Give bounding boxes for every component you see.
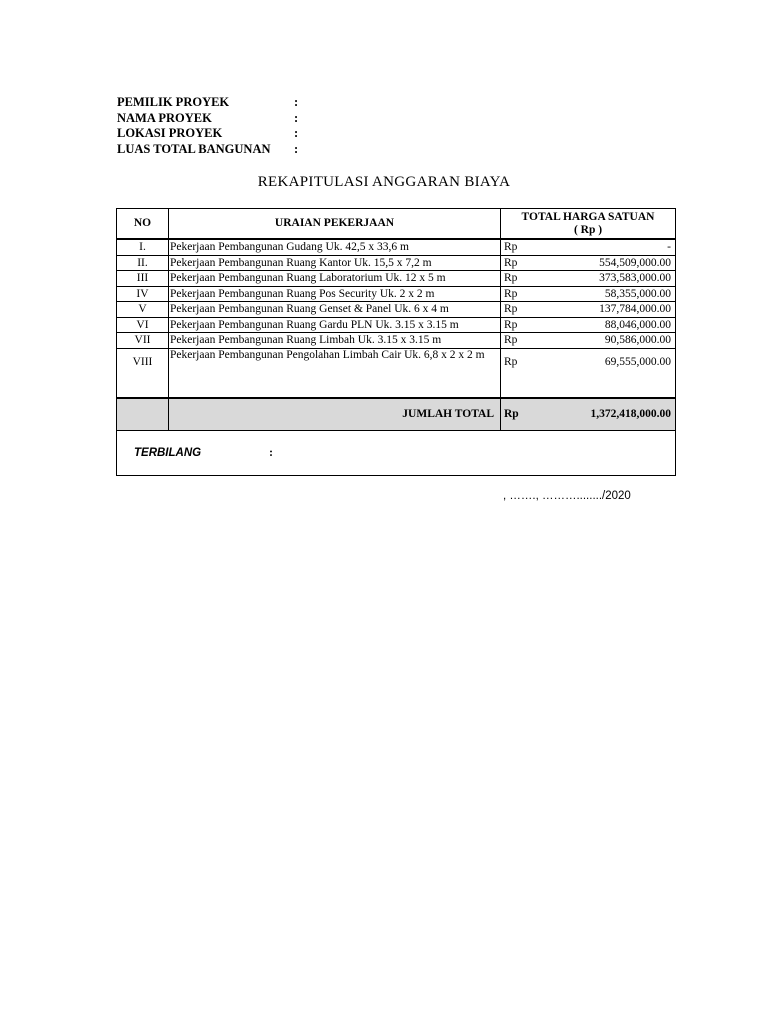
row-currency: Rp — [501, 271, 539, 287]
table-row — [117, 286, 676, 302]
total-label: JUMLAH TOTAL — [169, 398, 501, 431]
row-currency: Rp — [501, 333, 539, 349]
row-desc: Pekerjaan Pembangunan Gudang Uk. 42,5 x 33,6 m — [169, 239, 501, 255]
row-no: I. — [117, 239, 169, 255]
header-total-line1: TOTAL HARGA SATUAN — [521, 210, 655, 223]
table-row — [117, 348, 676, 398]
total-currency: Rp — [501, 398, 539, 431]
header-uraian: URAIAN PEKERJAAN — [169, 209, 501, 240]
date-line: , ……., ………......../2020 — [503, 490, 631, 502]
row-no: III — [117, 271, 169, 287]
row-amount: 554,509,000.00 — [539, 255, 676, 271]
row-no: IV — [117, 286, 169, 302]
row-amount: - — [539, 239, 676, 255]
table-header-row — [117, 209, 676, 240]
row-currency: Rp — [501, 239, 539, 255]
total-no-cell — [117, 398, 169, 431]
row-amount: 137,784,000.00 — [539, 302, 676, 318]
row-currency: Rp — [501, 317, 539, 333]
row-currency: Rp — [501, 255, 539, 271]
table-row — [117, 317, 676, 333]
row-no: VI — [117, 317, 169, 333]
row-no: V — [117, 302, 169, 318]
row-desc: Pekerjaan Pembangunan Ruang Pos Security Uk. 2 x 2 m — [169, 286, 501, 302]
table-row — [117, 302, 676, 318]
info-label-location: LOKASI PROYEK — [117, 126, 223, 140]
info-label-name: NAMA PROYEK — [117, 110, 212, 125]
table-row — [117, 255, 676, 271]
info-colon: : — [294, 95, 299, 109]
row-currency: Rp — [501, 286, 539, 302]
row-no: VII — [117, 333, 169, 349]
row-desc: Pekerjaan Pembangunan Ruang Gardu PLN Uk. 3.15 x 3.15 m — [169, 317, 501, 333]
row-amount: 58,355,000.00 — [539, 286, 676, 302]
row-desc: Pekerjaan Pembangunan Ruang Limbah Uk. 3.15 x 3.15 m — [169, 333, 501, 349]
row-desc: Pekerjaan Pembangunan Ruang Laboratorium Uk. 12 x 5 m — [169, 271, 501, 287]
budget-table — [116, 208, 676, 476]
header-no: NO — [117, 209, 169, 240]
info-colon: : — [294, 126, 299, 140]
header-total — [501, 209, 676, 240]
info-label-owner: PEMILIK PROYEK — [117, 95, 230, 109]
info-colon: : — [294, 141, 299, 156]
total-row — [117, 398, 676, 431]
row-amount: 88,046,000.00 — [539, 317, 676, 333]
table-row — [117, 271, 676, 287]
row-no: II. — [117, 255, 169, 271]
table-row — [117, 239, 676, 255]
row-currency: Rp — [501, 302, 539, 318]
row-desc: Pekerjaan Pembangunan Ruang Genset & Panel Uk. 6 x 4 m — [169, 302, 501, 318]
header-total-line2: ( Rp ) — [573, 223, 603, 236]
total-amount: 1,372,418,000.00 — [539, 398, 676, 431]
terbilang-row — [117, 430, 676, 475]
row-desc: Pekerjaan Pembangunan Ruang Kantor Uk. 15,5 x 7,2 m — [169, 255, 501, 271]
terbilang-cell — [117, 430, 676, 475]
row-amount: 373,583,000.00 — [539, 271, 676, 287]
row-no: VIII — [117, 348, 169, 398]
info-label-area: LUAS TOTAL BANGUNAN — [117, 141, 271, 156]
info-colon: : — [294, 110, 299, 125]
terbilang-colon: : — [269, 446, 273, 459]
document-title: REKAPITULASI ANGGARAN BIAYA — [257, 174, 511, 190]
terbilang-label: TERBILANG — [134, 446, 202, 459]
row-amount: 90,586,000.00 — [539, 333, 676, 349]
row-currency: Rp — [501, 348, 539, 398]
row-desc: Pekerjaan Pembangunan Pengolahan Limbah Cair Uk. 6,8 x 2 x 2 m — [169, 348, 501, 398]
row-amount: 69,555,000.00 — [539, 348, 676, 398]
table-row — [117, 333, 676, 349]
